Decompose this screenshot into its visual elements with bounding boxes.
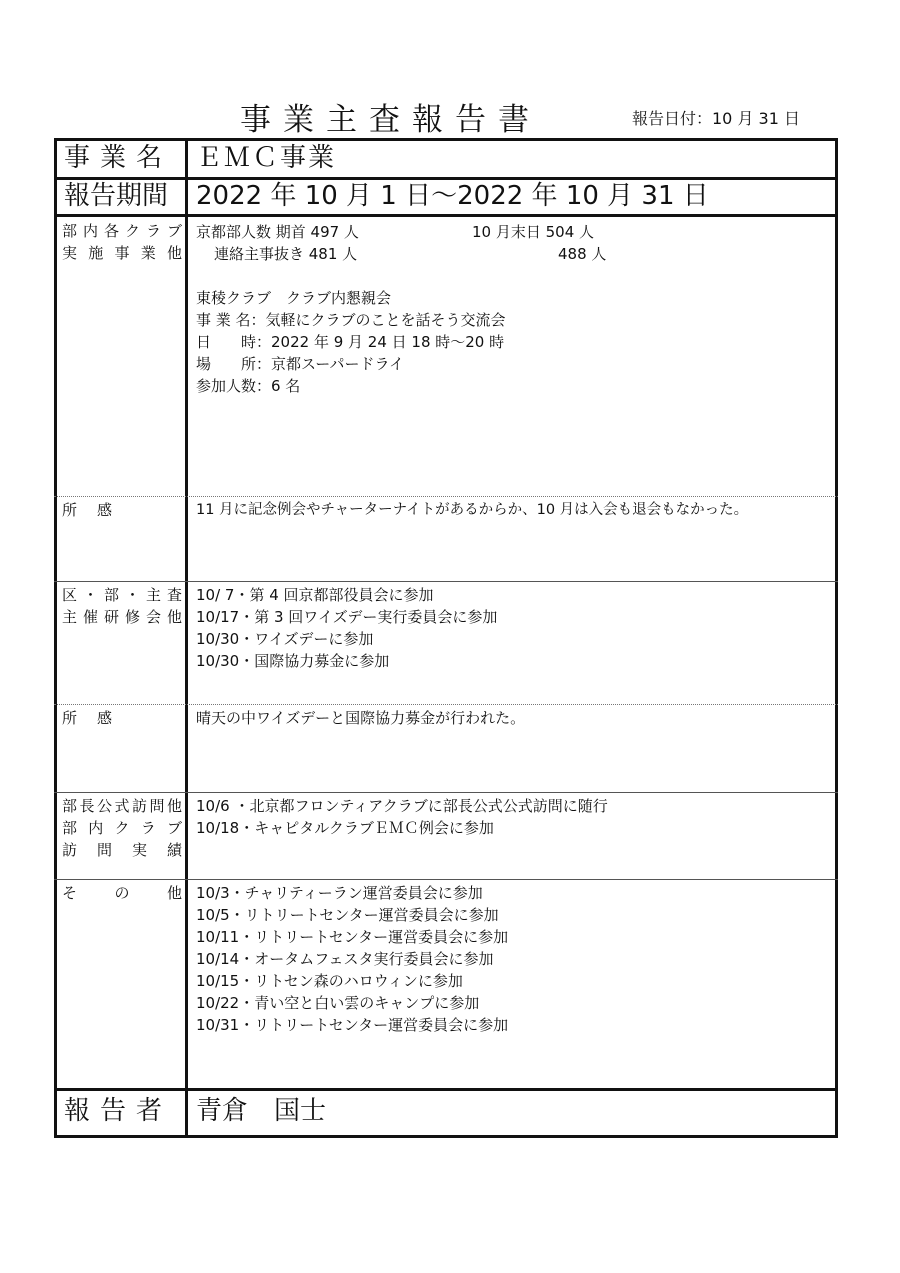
report-title: 事業主査報告書 (240, 102, 541, 138)
impression1-text: 11 月に記念例会やチャーターナイトがあるからか、10 月は入会も退会もなかった。 (196, 502, 749, 518)
project-value: ＥＭＣ事業 (196, 143, 337, 173)
visits-label-line: 部内クラブ (62, 819, 182, 837)
list-item: 10/5・リトリートセンター運営委員会に参加 (196, 906, 499, 924)
list-item: 10/31・リトリートセンター運営委員会に参加 (196, 1016, 509, 1034)
list-item: 10/ 7・第 4 回京都部役員会に参加 (196, 586, 434, 604)
period-value: 2022 年 10 月 1 日～2022 年 10 月 31 日 (196, 181, 709, 211)
event-line: 日 時：2022 年 9 月 24 日 18 時～20 時 (196, 333, 505, 351)
list-item: 10/11・リトリートセンター運営委員会に参加 (196, 928, 509, 946)
row-divider (54, 704, 838, 705)
other-label: その他 (62, 884, 182, 902)
stats-start-of-term: 京都部人数 期首 497 人 (196, 223, 359, 241)
seminars-list (196, 584, 497, 672)
impression2-text: 晴天の中ワイズデーと国際協力募金が行われた。 (196, 709, 526, 727)
visits-list (196, 795, 608, 839)
visits-label-line: 訪問実績 (62, 841, 182, 859)
clubs-label-line: 実施事業他 (62, 244, 182, 262)
event-line: 場 所：京都スーパードライ (196, 355, 405, 373)
list-item: 10/18・キャピタルクラブＥＭＣ例会に参加 (196, 819, 494, 837)
club-event-details (196, 287, 506, 397)
row-divider (54, 177, 838, 180)
period-label: 報告期間 (64, 181, 169, 211)
list-item: 10/3・チャリティーラン運営委員会に参加 (196, 884, 483, 902)
event-line: 参加人数：6 名 (196, 377, 301, 395)
row-divider (54, 496, 838, 497)
reporter-name: 青倉 国士 (196, 1096, 327, 1126)
row-divider (54, 792, 838, 793)
seminars-label-line: 主催研修会他 (62, 608, 182, 626)
stats-end-of-month: 10 月末日 504 人 (472, 223, 595, 241)
other-list (196, 882, 508, 1036)
list-item: 10/17・第 3 回ワイズデー実行委員会に参加 (196, 608, 498, 626)
reporter-label: 報告者 (64, 1096, 173, 1126)
list-item: 10/14・オータムフェスタ実行委員会に参加 (196, 950, 494, 968)
clubs-label-line: 部内各クラブ (62, 222, 182, 240)
label-column-divider (185, 138, 188, 1138)
list-item: 10/22・青い空と白い雲のキャンプに参加 (196, 994, 480, 1012)
list-item: 10/6 ・北京都フロンティアクラブに部長公式公式訪問に随行 (196, 797, 608, 815)
stats-excluding-liaison: 連絡主事抜き 481 人 (214, 245, 358, 263)
project-label: 事業名 (64, 143, 173, 173)
seminars-label-line: 区・部・主査 (62, 586, 182, 604)
report-date: 報告日付：10 月 31 日 (632, 109, 800, 128)
row-divider (54, 214, 838, 217)
impression2-label: 所 感 (62, 709, 112, 727)
stats-excluding-liaison-end: 488 人 (558, 245, 607, 263)
event-line: 事 業 名：気軽にクラブのことを話そう交流会 (196, 311, 506, 329)
clubs-label (62, 220, 182, 264)
list-item: 10/30・国際協力募金に参加 (196, 652, 390, 670)
list-item: 10/30・ワイズデーに参加 (196, 630, 374, 648)
row-divider (54, 1088, 838, 1091)
visits-label (62, 795, 182, 861)
event-line: 東稜クラブ クラブ内懇親会 (196, 289, 392, 307)
list-item: 10/15・リトセン森のハロウィンに参加 (196, 972, 463, 990)
seminars-label (62, 584, 182, 628)
row-divider (54, 879, 838, 880)
impression1-label: 所 感 (62, 501, 112, 519)
row-divider (54, 581, 838, 582)
visits-label-line: 部長公式訪問他 (62, 797, 182, 815)
